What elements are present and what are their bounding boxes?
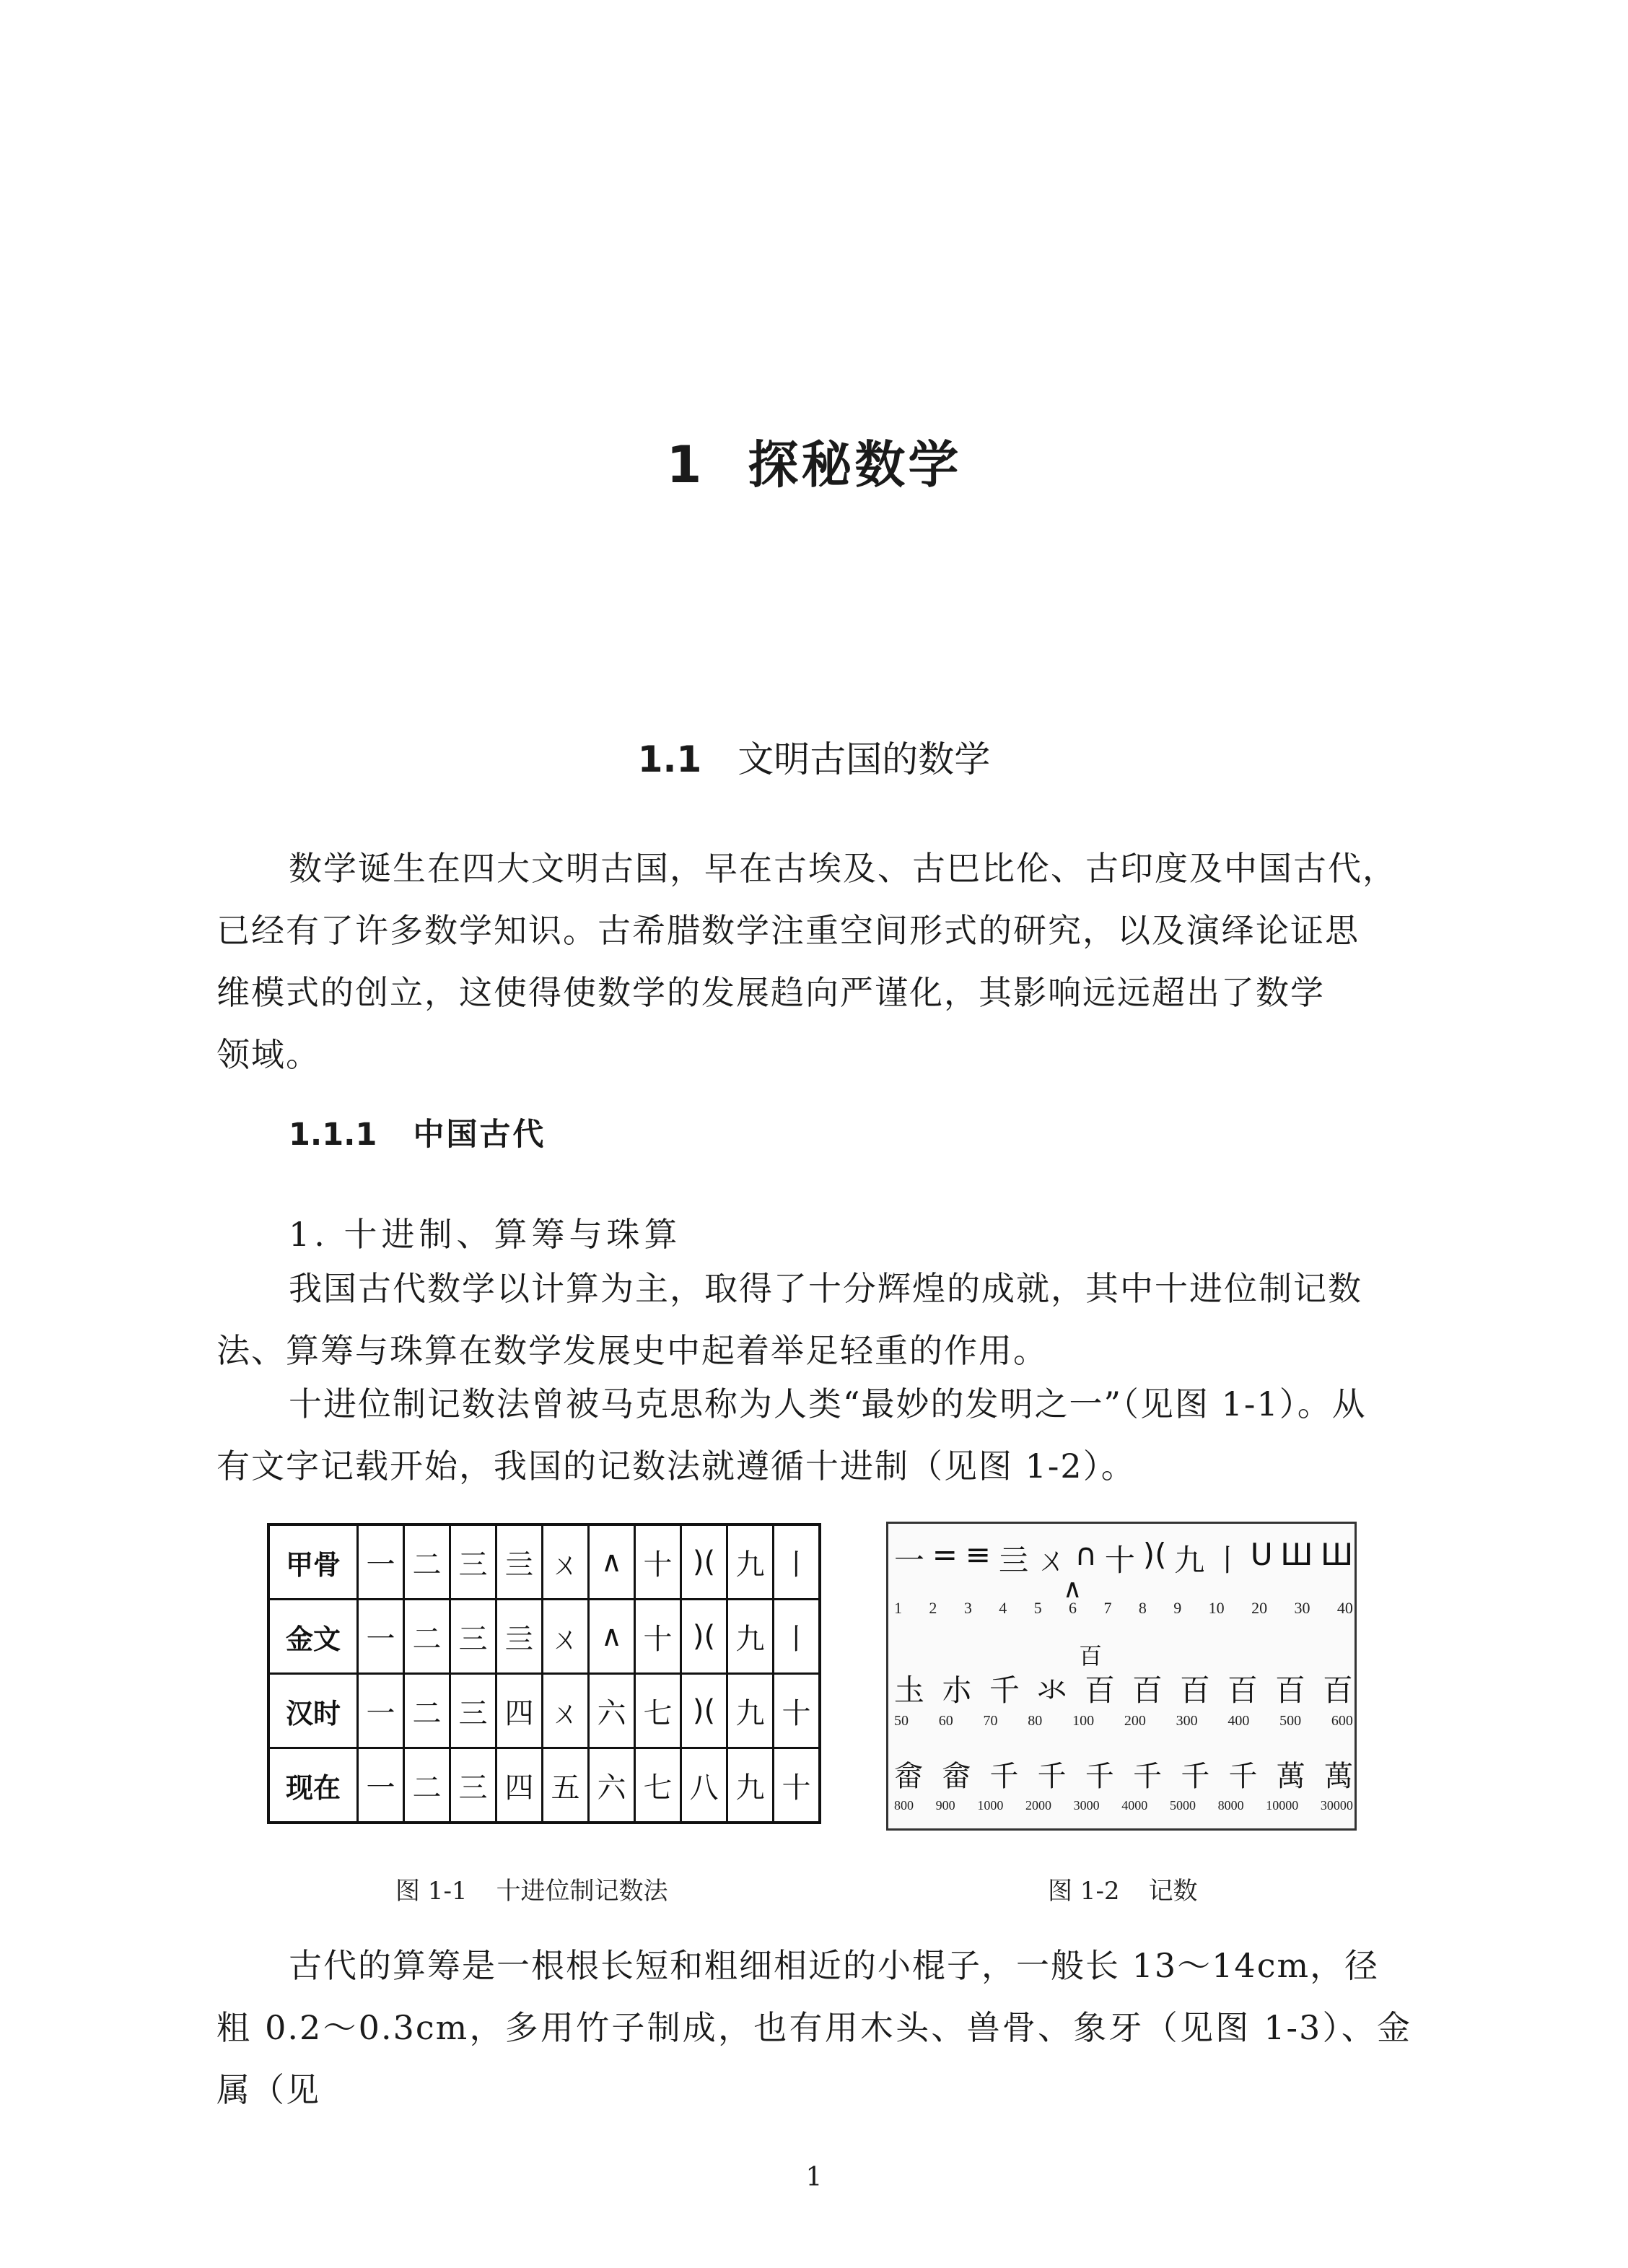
- figure-number: 60: [938, 1713, 953, 1729]
- figure-glyph: 圡: [894, 1672, 925, 1708]
- figure-number: 20: [1251, 1599, 1268, 1617]
- figure-number: 70: [983, 1713, 998, 1729]
- subsection-number: 1.1.1: [289, 1117, 377, 1153]
- figure-glyph: 萬: [1276, 1760, 1305, 1793]
- figure-number: 300: [1176, 1713, 1198, 1729]
- table-cell: 十: [635, 1525, 681, 1600]
- figure-number: 600: [1331, 1713, 1353, 1729]
- table-cell: )(: [681, 1600, 727, 1674]
- table-cell: ∧: [589, 1525, 635, 1600]
- figure-glyph: Ш: [1321, 1537, 1353, 1572]
- table-cell: 二: [404, 1525, 450, 1600]
- table-cell: 四: [496, 1674, 543, 1748]
- figure-glyph: 萬: [1323, 1760, 1353, 1793]
- figure-number: 10000: [1266, 1798, 1299, 1813]
- paragraph-line: 领域。: [216, 1035, 320, 1074]
- figure-glyph: 千: [989, 1760, 1019, 1793]
- figure-number: 400: [1227, 1713, 1250, 1729]
- figure-glyph: 百: [1227, 1672, 1258, 1708]
- figure-glyph: 丨: [1212, 1543, 1243, 1578]
- figure-number: 8000: [1217, 1798, 1244, 1813]
- table-cell: 三: [450, 1674, 496, 1748]
- chapter-title: [0, 424, 1628, 497]
- table-cell: 一: [358, 1674, 404, 1748]
- row-label: 汉时: [268, 1674, 358, 1748]
- table-cell: 三: [450, 1748, 496, 1823]
- subsection-heading: [289, 1110, 546, 1154]
- caption-text: 十进位制记数法: [496, 1877, 668, 1906]
- row-label: 金文: [268, 1600, 358, 1674]
- paragraph-line: 法、算筹与珠算在数学发展史中起着举足轻重的作用。: [216, 1331, 1048, 1370]
- figure-glyph: 千: [1037, 1760, 1067, 1793]
- table-cell: 三: [450, 1525, 496, 1600]
- figure-number: 3000: [1073, 1798, 1100, 1813]
- item-title: 1. 十进制、算筹与珠算: [289, 1215, 682, 1254]
- table-cell: 六: [589, 1748, 635, 1823]
- figure-number: 30: [1294, 1599, 1310, 1617]
- figure-glyph: 百: [1079, 1642, 1103, 1670]
- table-cell: 八: [681, 1748, 727, 1823]
- table-row: [268, 1748, 820, 1823]
- figure-number: 1000: [977, 1798, 1004, 1813]
- table-cell: 十: [635, 1600, 681, 1674]
- figure-glyph: 千: [1228, 1760, 1258, 1793]
- table-cell: 十: [774, 1748, 820, 1823]
- figure-number: 10: [1208, 1599, 1225, 1617]
- table-cell: 三: [450, 1600, 496, 1674]
- paragraph-counting-rods: [216, 1935, 1412, 2121]
- figure-glyph: 千: [989, 1672, 1020, 1708]
- table-cell: ㄨ: [543, 1600, 589, 1674]
- figure-number: 5: [1033, 1599, 1042, 1617]
- figure-number: 4: [999, 1599, 1007, 1617]
- paragraph-line: 已经有了许多数学知识。古希腊数学注重空间形式的研究，以及演绎论证思: [216, 911, 1360, 950]
- figure-number: 40: [1336, 1599, 1353, 1617]
- figure-glyph: ≡: [965, 1537, 991, 1572]
- figure-number: 200: [1124, 1713, 1146, 1729]
- paragraph-line: 数学诞生在四大文明古国，早在古埃及、古巴比伦、古印度及中国古代，: [289, 849, 1397, 888]
- figure-glyph: 百: [1084, 1672, 1115, 1708]
- table-cell: 亖: [496, 1525, 543, 1600]
- paragraph-line: 古代的算筹是一根根长短和粗细相近的小棍子，一般长 13～14cm，径: [289, 1946, 1380, 1985]
- figure-number: 2000: [1025, 1798, 1051, 1813]
- table-row: [268, 1674, 820, 1748]
- paragraph-line: 粗 0.2～0.3cm，多用竹子制成，也有用木头、兽骨、象牙（见图 1-3）、金属（见: [216, 2008, 1412, 2109]
- table-cell: 十: [774, 1674, 820, 1748]
- figure-glyph: 千: [1133, 1760, 1163, 1793]
- figure-number: 1: [894, 1599, 902, 1617]
- table-cell: 二: [404, 1674, 450, 1748]
- figure-glyph: 百: [1132, 1672, 1163, 1708]
- figure-1-1-caption: [395, 1871, 668, 1906]
- figure-number: 7: [1103, 1599, 1112, 1617]
- paragraph-line: 十进位制记数法曾被马克思称为人类“最妙的发明之一”（见图 1-1）。从: [289, 1384, 1367, 1423]
- figure-number: 30000: [1320, 1798, 1353, 1813]
- figure-number: 50: [894, 1713, 909, 1729]
- table-cell: 九: [727, 1748, 774, 1823]
- figure-number: 9: [1173, 1599, 1182, 1617]
- figure-number: 5000: [1169, 1798, 1196, 1813]
- intro-paragraph: [216, 837, 1412, 1086]
- table-cell: )(: [681, 1674, 727, 1748]
- figure-number: 80: [1028, 1713, 1043, 1729]
- row-label: 现在: [268, 1748, 358, 1823]
- table-cell: 一: [358, 1600, 404, 1674]
- figure-number: 4000: [1121, 1798, 1148, 1813]
- table-cell: 一: [358, 1748, 404, 1823]
- figure-number: 6: [1069, 1599, 1077, 1617]
- table-cell: 四: [496, 1748, 543, 1823]
- table-row: [268, 1525, 820, 1600]
- table-cell: 一: [358, 1525, 404, 1600]
- table-cell: ㄨ: [543, 1674, 589, 1748]
- figure-number: 800: [894, 1798, 914, 1813]
- paragraph-line: 我国古代数学以计算为主，取得了十分辉煌的成就，其中十进位制记数: [289, 1269, 1362, 1308]
- table-cell: ∧: [589, 1600, 635, 1674]
- figure-glyph: 氺: [1036, 1672, 1067, 1708]
- figure-glyph: 畲: [894, 1760, 923, 1793]
- section-title-text: 文明古国的数学: [738, 738, 991, 780]
- table-cell: )(: [681, 1525, 727, 1600]
- caption-number: 图 1-2: [1048, 1877, 1120, 1906]
- table-cell: 九: [727, 1674, 774, 1748]
- figure-glyph: ㄨ: [1036, 1543, 1067, 1578]
- table-cell: 六: [589, 1674, 635, 1748]
- table-cell: 亖: [496, 1600, 543, 1674]
- table-cell: ㄨ: [543, 1525, 589, 1600]
- caption-number: 图 1-1: [395, 1877, 468, 1906]
- paragraph-line: 维模式的创立，这使得使数学的发展趋向严谨化，其影响远远超出了数学: [216, 973, 1325, 1012]
- figure-1-1-table: [267, 1523, 821, 1824]
- figure-glyph: 一: [894, 1543, 925, 1578]
- figure-number: 8: [1138, 1599, 1147, 1617]
- figure-glyph: 畲: [942, 1760, 971, 1793]
- figure-glyph: 百: [1274, 1672, 1305, 1708]
- table-row: [268, 1600, 820, 1674]
- table-cell: 五: [543, 1748, 589, 1823]
- figure-1-2-caption: [1048, 1871, 1198, 1906]
- paragraph-marx: [216, 1373, 1412, 1497]
- figure-glyph: ∧: [1063, 1574, 1082, 1604]
- subsection-title: 中国古代: [413, 1117, 546, 1153]
- figure-glyph: 十: [1104, 1543, 1135, 1578]
- figure-glyph: 九: [1174, 1543, 1205, 1578]
- figure-glyph: 千: [1181, 1760, 1210, 1793]
- figure-number: 2: [929, 1599, 937, 1617]
- table-cell: 九: [727, 1525, 774, 1600]
- figure-number: 3: [963, 1599, 972, 1617]
- table-cell: 二: [404, 1748, 450, 1823]
- row-label: 甲骨: [268, 1525, 358, 1600]
- table-cell: 七: [635, 1674, 681, 1748]
- figure-glyph: 百: [1322, 1672, 1353, 1708]
- figure-glyph: ∩: [1075, 1537, 1098, 1572]
- section-title: [0, 730, 1628, 782]
- chapter-title-text: 探秘数学: [748, 435, 962, 494]
- paragraph-decimal: [216, 1257, 1412, 1382]
- caption-text: 记数: [1148, 1877, 1198, 1906]
- figure-1-2-image: [886, 1522, 1357, 1831]
- figure-glyph: U: [1250, 1537, 1273, 1572]
- table-cell: 七: [635, 1748, 681, 1823]
- figure-glyph: =: [932, 1537, 958, 1572]
- page-number: 1: [805, 2163, 823, 2192]
- section-number: 1.1: [637, 738, 702, 780]
- paragraph-line: 有文字记载开始，我国的记数法就遵循十进制（见图 1-2）。: [216, 1447, 1136, 1486]
- figure-number: 900: [935, 1798, 955, 1813]
- table-cell: 九: [727, 1600, 774, 1674]
- figure-number: 100: [1072, 1713, 1095, 1729]
- figure-glyph: 千: [1085, 1760, 1114, 1793]
- figure-glyph: 亖: [998, 1543, 1029, 1578]
- figure-number: 500: [1279, 1713, 1302, 1729]
- table-cell: 二: [404, 1600, 450, 1674]
- figure-glyph: 百: [1179, 1672, 1210, 1708]
- table-cell: 丨: [774, 1525, 820, 1600]
- table-cell: 丨: [774, 1600, 820, 1674]
- figure-glyph: Ш: [1280, 1537, 1313, 1572]
- figure-glyph: 朩: [941, 1672, 972, 1708]
- figure-glyph: )(: [1142, 1537, 1167, 1572]
- chapter-number: 1: [666, 435, 705, 494]
